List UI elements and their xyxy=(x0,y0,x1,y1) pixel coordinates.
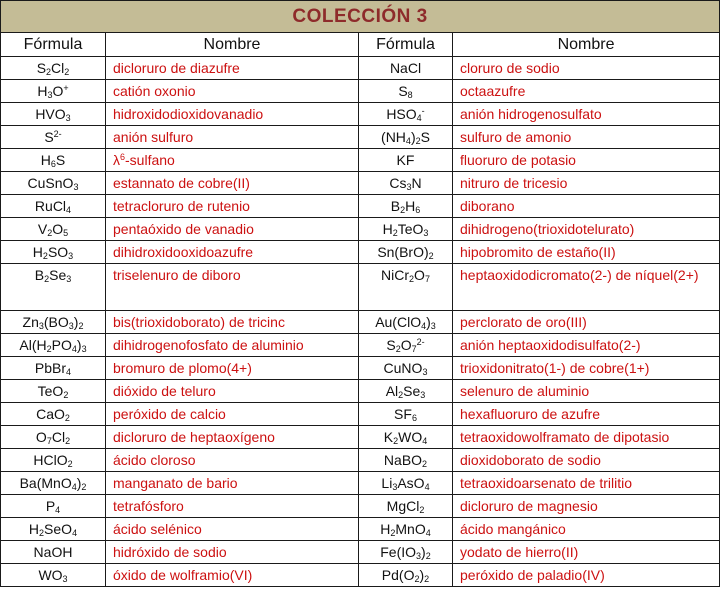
name-right-cell: peróxido de paladio(IV) xyxy=(453,564,720,587)
name-right-cell: nitruro de tricesio xyxy=(453,172,720,195)
table-row xyxy=(1,357,720,380)
name-right-cell: cloruro de sodio xyxy=(453,57,720,80)
formula-left-cell: CuSnO$_3$ xyxy=(1,172,106,195)
formula-left-cell: $Ba(MnO_4)_2$ xyxy=(1,472,106,495)
formula-right-cell: $H_2MnO_4$ xyxy=(359,518,453,541)
formula-right-cell: CuNO$_3$ xyxy=(359,357,453,380)
name-left-cell: hidróxido de sodio xyxy=(106,541,359,564)
table-row xyxy=(1,564,720,587)
table-row xyxy=(1,518,720,541)
table-row xyxy=(1,426,720,449)
name-right-cell: dioxidoborato de sodio xyxy=(453,449,720,472)
name-left-cell: dicloruro de diazufre xyxy=(106,57,359,80)
table-row xyxy=(1,172,720,195)
name-left-cell: anión sulfuro xyxy=(106,126,359,149)
formula-right-cell: KF xyxy=(359,149,453,172)
name-left-cell: bis(trioxidoborato) de tricinc xyxy=(106,311,359,334)
name-left-cell: estannato de cobre(II) xyxy=(106,172,359,195)
name-left-cell: dihidroxidooxidoazufre xyxy=(106,241,359,264)
name-right-cell: diborano xyxy=(453,195,720,218)
name-right-cell: yodato de hierro(II) xyxy=(453,541,720,564)
name-right-cell: trioxidonitrato(1-) de cobre(1+) xyxy=(453,357,720,380)
formula-right-cell: $Cs_3N$ xyxy=(359,172,453,195)
name-right-cell: selenuro de aluminio xyxy=(453,380,720,403)
table-row xyxy=(1,103,720,126)
formula-left-cell: $V_2O_5$ xyxy=(1,218,106,241)
table-row xyxy=(1,334,720,357)
formula-right-cell: $NiCr_2O_7$ xyxy=(359,264,453,311)
formula-right-cell: $Li_3AsO_4$ xyxy=(359,472,453,495)
formula-left-cell: $H_3O^+$ xyxy=(1,80,106,103)
formula-left-cell: $P_4$ xyxy=(1,495,106,518)
formula-left-cell: $S^{2-}$ xyxy=(1,126,106,149)
name-right-cell: fluoruro de potasio xyxy=(453,149,720,172)
name-right-cell: anión hidrogenosulfato xyxy=(453,103,720,126)
name-left-cell: $\lambda^6$-sulfano xyxy=(106,149,359,172)
formula-right-cell: $Fe(IO_3)_2$ xyxy=(359,541,453,564)
formula-right-cell: $HSO_4^-$ xyxy=(359,103,453,126)
table-row xyxy=(1,472,720,495)
name-right-cell: hexafluoruro de azufre xyxy=(453,403,720,426)
table-row xyxy=(1,57,720,80)
formula-left-cell: $Zn_3(BO_3)_2$ xyxy=(1,311,106,334)
table-row xyxy=(1,449,720,472)
formula-right-cell: $Sn(BrO)_2$ xyxy=(359,241,453,264)
formula-left-cell: NaOH xyxy=(1,541,106,564)
name-right-cell: dicloruro de magnesio xyxy=(453,495,720,518)
name-left-cell: catión oxonio xyxy=(106,80,359,103)
name-left-cell: óxido de wolframio(VI) xyxy=(106,564,359,587)
name-left-cell: peróxido de calcio xyxy=(106,403,359,426)
name-left-cell: ácido selénico xyxy=(106,518,359,541)
name-right-cell: hipobromito de estaño(II) xyxy=(453,241,720,264)
table-row xyxy=(1,218,720,241)
name-left-cell: hidroxidodioxidovanadio xyxy=(106,103,359,126)
header-formula-right: Fórmula xyxy=(359,33,453,57)
formula-left-cell: $B_2Se_3$ xyxy=(1,264,106,311)
formula-right-cell: $(NH_4)_2S$ xyxy=(359,126,453,149)
name-right-cell: heptaoxidodicromato(2-) de níquel(2+) xyxy=(453,264,720,311)
formula-left-cell: RuCl$_4$ xyxy=(1,195,106,218)
formula-left-cell: $WO_3$ xyxy=(1,564,106,587)
table-row xyxy=(1,241,720,264)
table-row xyxy=(1,149,720,172)
name-right-cell: sulfuro de amonio xyxy=(453,126,720,149)
formula-left-cell: CaO$_2$ xyxy=(1,403,106,426)
formula-left-cell: $S_2Cl_2$ xyxy=(1,57,106,80)
formula-left-cell: PbBr$_4$ xyxy=(1,357,106,380)
name-right-cell: anión heptaoxidodisulfato(2-) xyxy=(453,334,720,357)
name-left-cell: ácido cloroso xyxy=(106,449,359,472)
name-right-cell: dihidrogeno(trioxidotelurato) xyxy=(453,218,720,241)
formula-right-cell: $Au(ClO_4)_3$ xyxy=(359,311,453,334)
formula-right-cell: $B_2H_6$ xyxy=(359,195,453,218)
formula-right-cell: $Al_2Se_3$ xyxy=(359,380,453,403)
table-row xyxy=(1,126,720,149)
formula-right-cell: $H_2TeO_3$ xyxy=(359,218,453,241)
name-right-cell: tetraoxidoarsenato de trilitio xyxy=(453,472,720,495)
name-right-cell: octaazufre xyxy=(453,80,720,103)
table-row xyxy=(1,264,720,311)
table-row xyxy=(1,311,720,334)
name-left-cell: dihidrogenofosfato de aluminio xyxy=(106,334,359,357)
formula-left-cell: $O_7Cl_2$ xyxy=(1,426,106,449)
formula-right-cell: $SF_6$ xyxy=(359,403,453,426)
name-right-cell: perclorato de oro(III) xyxy=(453,311,720,334)
formula-left-cell: HClO$_2$ xyxy=(1,449,106,472)
formula-left-cell: $H_2SO_3$ xyxy=(1,241,106,264)
formula-right-cell: $Pd(O_2)_2$ xyxy=(359,564,453,587)
formula-left-cell: $H_6S$ xyxy=(1,149,106,172)
formula-left-cell: $HVO_3$ xyxy=(1,103,106,126)
table-row xyxy=(1,80,720,103)
formula-left-cell: $Al(H_2PO_4)_3$ xyxy=(1,334,106,357)
name-left-cell: tetrafósforo xyxy=(106,495,359,518)
table-row xyxy=(1,403,720,426)
formula-right-cell: $S_2O_7^{2-}$ xyxy=(359,334,453,357)
table-row xyxy=(1,195,720,218)
name-left-cell: dióxido de teluro xyxy=(106,380,359,403)
formula-right-cell: NaBO$_2$ xyxy=(359,449,453,472)
name-left-cell: pentaóxido de vanadio xyxy=(106,218,359,241)
collection-title: COLECCIÓN 3 xyxy=(1,1,720,33)
formula-right-cell: $K_2WO_4$ xyxy=(359,426,453,449)
formula-right-cell: NaCl xyxy=(359,57,453,80)
header-name-left: Nombre xyxy=(106,33,359,57)
name-left-cell: triselenuro de diboro xyxy=(106,264,359,311)
name-left-cell: tetracloruro de rutenio xyxy=(106,195,359,218)
header-formula-left: Fórmula xyxy=(1,33,106,57)
formula-right-cell: $S_8$ xyxy=(359,80,453,103)
column-header-row xyxy=(1,33,720,57)
table-row xyxy=(1,380,720,403)
name-right-cell: ácido mangánico xyxy=(453,518,720,541)
table-row xyxy=(1,541,720,564)
formula-left-cell: TeO$_2$ xyxy=(1,380,106,403)
formula-right-cell: MgCl$_2$ xyxy=(359,495,453,518)
name-right-cell: tetraoxidowolframato de dipotasio xyxy=(453,426,720,449)
name-left-cell: bromuro de plomo(4+) xyxy=(106,357,359,380)
table-body xyxy=(1,57,720,587)
header-name-right: Nombre xyxy=(453,33,720,57)
table-row xyxy=(1,495,720,518)
name-left-cell: manganato de bario xyxy=(106,472,359,495)
name-left-cell: dicloruro de heptaoxígeno xyxy=(106,426,359,449)
formula-left-cell: $H_2SeO_4$ xyxy=(1,518,106,541)
